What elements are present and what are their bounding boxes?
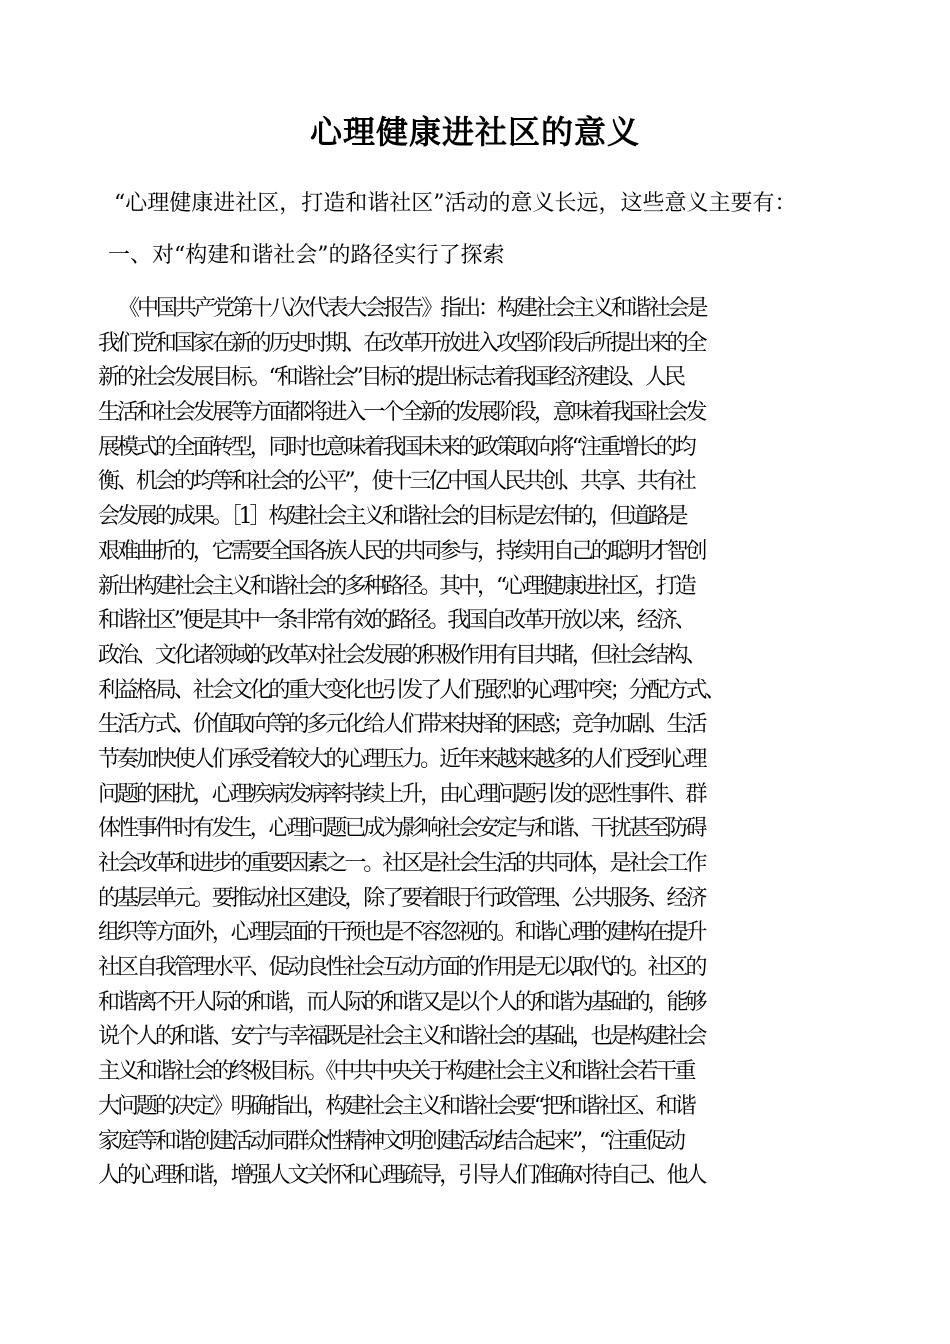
paragraph-line: 衡、机会的均等和社会的公平”，使十三亿中国人民共创、共享、共有社 — [98, 469, 694, 495]
paragraph-line: 和谐社区”便是其中一条非常有效的路径。我国自改革开放以来，经济、 — [98, 608, 694, 634]
paragraph-line: 人的心理和谐，增强人文关怀和心理疏导，引导人们准确对待自己、他人 — [98, 1163, 705, 1189]
paragraph-line: 政治、文化诸领域的改革对社会发展的积极作用有目共睹，但社会结构、 — [98, 642, 705, 668]
paragraph-line: 新出构建社会主义和谐社会的多种路径。其中，“心理健康进社区，打造 — [98, 573, 694, 599]
paragraph-line: 展模式的全面转型，同时也意味着我国未来的政策取向将“注重增长的均 — [98, 434, 694, 460]
paragraph-line: 社区自我管理水平、促动良性社会互动方面的作用是无以取代的。社区的 — [98, 955, 705, 981]
paragraph-line: 主义和谐社会的终极目标。《中共中央关于构建社会主义和谐社会若干重 — [98, 1059, 694, 1085]
paragraph-line: 大问题的决定》明确指出，构建社会主义和谐社会要“把和谐社区、和谐 — [98, 1093, 694, 1119]
paragraph-line: 的基层单元。要推动社区建设，除了要着眼于行政管理、公共服务、经济 — [98, 885, 705, 911]
paragraph-line: 节奏加快使人们承受着较大的心理压力。近年来越来越多的人们受到心理 — [98, 746, 705, 772]
paragraph-line: 社会改革和进步的重要因素之一。社区是社会生活的共同体，是社会工作 — [98, 851, 705, 876]
paragraph-line: 家庭等和谐创建活动同群众性精神文明创建活动结合起来”，“注重促动 — [98, 1128, 683, 1154]
paragraph-line: 组织等方面外，心理层面的干预也是不容忽视的。和谐心理的建构在提升 — [98, 920, 705, 946]
paragraph-line: 艰难曲折的，它需要全国各族人民的共同参与，持续用自己的聪明才智创 — [98, 538, 705, 564]
paragraph-line: 利益格局、社会文化的重大变化也引发了人们强烈的心理冲突；分配方式、 — [98, 677, 724, 703]
paragraph-line: 和谐离不开人际的和谐，而人际的和谐又是以个人的和谐为基础的，能够 — [98, 989, 705, 1015]
paragraph-line: 问题的困扰，心理疾病发病率持续上升，由心理问题引发的恶性事件、群 — [98, 781, 705, 807]
section-heading: 一、对“构建和谐社会”的路径实行了探索 — [108, 243, 505, 268]
paragraph-line: 《中国共产党第十八次代表大会报告》指出：构建社会主义和谐社会是 — [118, 296, 706, 321]
paragraph-line: 新的社会发展目标。“和谐社会”目标的提出标志着我国经济建设、人民 — [98, 365, 683, 391]
paragraph-line: 体性事件时有发生，心理问题已成为影响社会安定与和谐、干扰甚至防碍 — [98, 816, 705, 842]
paragraph-line: 生活和社会发展等方面都将进入一个全新的发展阶段，意味着我国社会发 — [98, 400, 705, 426]
paragraph-line: 说个人的和谐、安宁与幸福既是社会主义和谐社会的基础，也是构建社会 — [98, 1024, 705, 1050]
document-title: 心理健康进社区的意义 — [309, 113, 640, 151]
paragraph-line: 生活方式、价值取向等的多元化给人们带来抉择的困惑；竞争加剧、生活 — [98, 712, 705, 738]
intro-paragraph: “心理健康进社区，打造和谐社区”活动的意义长远，这些意义主要有： — [114, 191, 797, 216]
paragraph-line: 我们党和国家在新的历史时期、在改革开放进入攻坚阶段后所提出来的全 — [98, 330, 705, 356]
body-paragraph — [98, 292, 878, 1194]
paragraph-line: 会发展的成果。［1］构建社会主义和谐社会的目标是宏伟的，但道路是 — [98, 504, 686, 530]
